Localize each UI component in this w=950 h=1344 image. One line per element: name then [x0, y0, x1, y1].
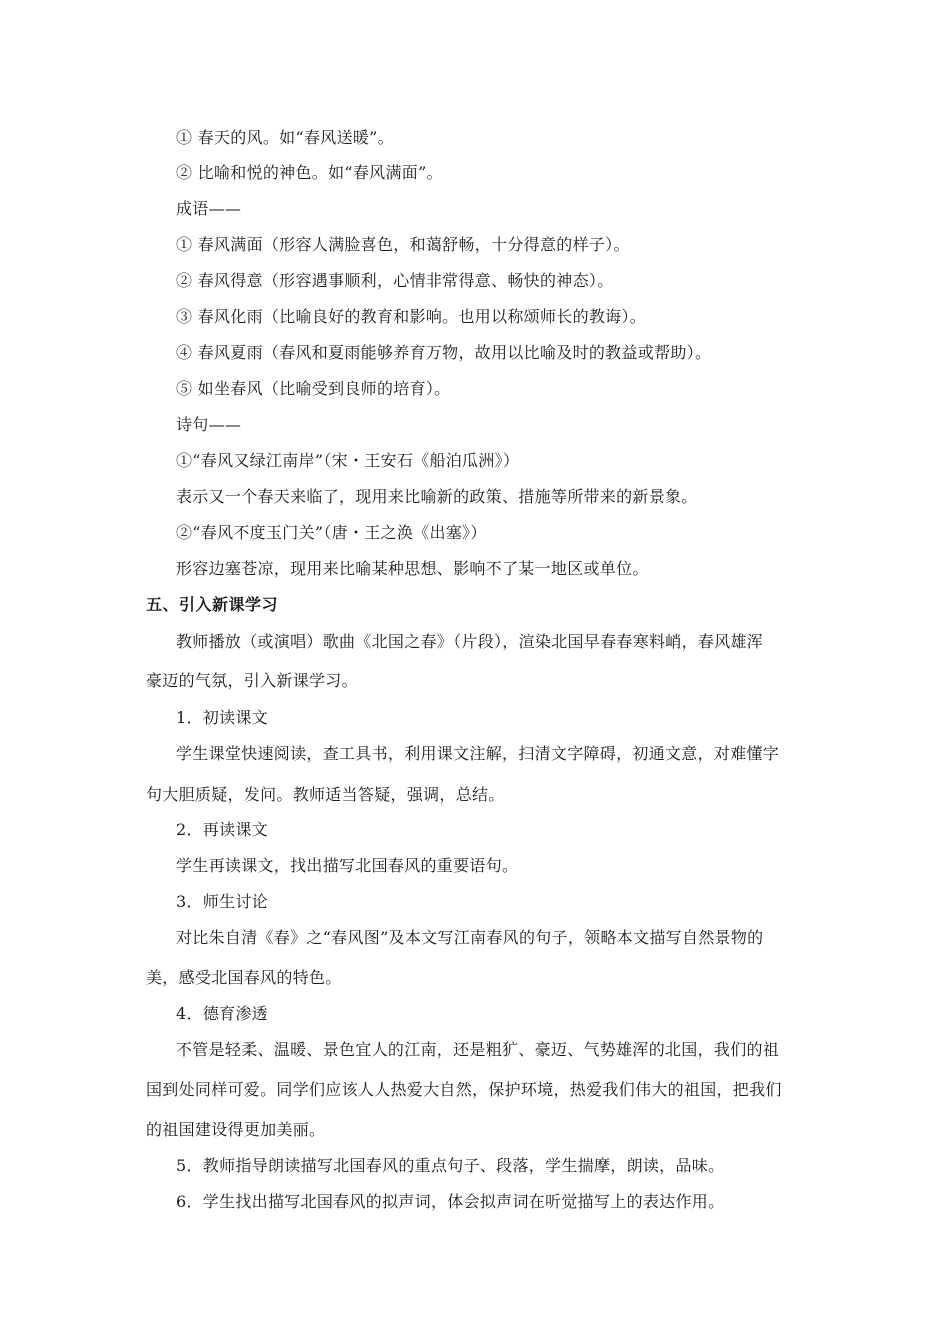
poem-2: ②“春风不度玉门关”（唐・王之涣《出塞》）	[176, 523, 487, 542]
definition-2: ② 比喻和悦的神色。如“春风满面”。	[176, 163, 443, 182]
step-2-heading: 2．再读课文	[176, 820, 268, 839]
step-6-text: 6．学生找出描写北国春风的拟声词，体会拟声词在听觉描写上的表达作用。	[176, 1192, 725, 1211]
step-3-heading: 3．师生讨论	[176, 892, 268, 911]
intro-paragraph-line-2: 豪迈的气氛，引入新课学习。	[146, 671, 358, 690]
step-1-line-1: 学生课堂快速阅读，查工具书，利用课文注解，扫清文字障碍，初通文意，对难懂字	[176, 744, 780, 763]
step-1-heading: 1．初读课文	[176, 708, 268, 727]
poem-1: ①“春风又绿江南岸”（宋・王安石《船泊瓜洲》）	[176, 451, 520, 470]
idioms-label: 成语——	[176, 199, 242, 218]
definition-1: ① 春天的风。如“春风送暖”。	[176, 128, 394, 147]
idiom-2: ② 春风得意（形容遇事顺利，心情非常得意、畅快的神态）。	[176, 271, 614, 290]
idiom-1: ① 春风满面（形容人满脸喜色，和蔼舒畅，十分得意的样子）。	[176, 235, 630, 254]
step-3-line-2: 美，感受北国春风的特色。	[146, 968, 342, 987]
step-5-text: 5．教师指导朗读描写北国春风的重点句子、段落，学生揣摩，朗读，品味。	[176, 1156, 725, 1175]
idiom-5: ⑤ 如坐春风（比喻受到良师的培育）。	[176, 379, 451, 398]
section-heading: 五、引入新课学习	[146, 595, 279, 614]
step-3-line-1: 对比朱自清《春》之“春风图”及本文写江南春风的句子，领略本文描写自然景物的	[176, 928, 764, 947]
idiom-3: ③ 春风化雨（比喻良好的教育和影响。也用以称颂师长的教诲）。	[176, 307, 647, 326]
intro-paragraph-line-1: 教师播放（或演唱）歌曲《北国之春》（片段），渲染北国早春春寒料峭，春风雄浑	[176, 632, 764, 651]
step-4-line-3: 的祖国建设得更加美丽。	[146, 1120, 326, 1139]
step-4-line-1: 不管是轻柔、温暖、景色宜人的江南，还是粗犷、豪迈、气势雄浑的北国，我们的祖	[176, 1040, 780, 1059]
idiom-4: ④ 春风夏雨（春风和夏雨能够养育万物，故用以比喻及时的教益或帮助）。	[176, 343, 712, 362]
step-4-line-2: 国到处同样可爱。同学们应该人人热爱大自然，保护环境，热爱我们伟大的祖国，把我们	[146, 1080, 782, 1099]
step-4-heading: 4．德育渗透	[176, 1004, 268, 1023]
step-1-line-2: 句大胆质疑，发问。教师适当答疑，强调，总结。	[146, 785, 505, 804]
poem-1-explanation: 表示又一个春天来临了，现用来比喻新的政策、措施等所带来的新景象。	[176, 487, 698, 506]
poems-label: 诗句——	[176, 415, 242, 434]
step-2-text: 学生再读课文，找出描写北国春风的重要语句。	[176, 856, 519, 875]
poem-2-explanation: 形容边塞苍凉，现用来比喻某种思想、影响不了某一地区或单位。	[176, 559, 649, 578]
